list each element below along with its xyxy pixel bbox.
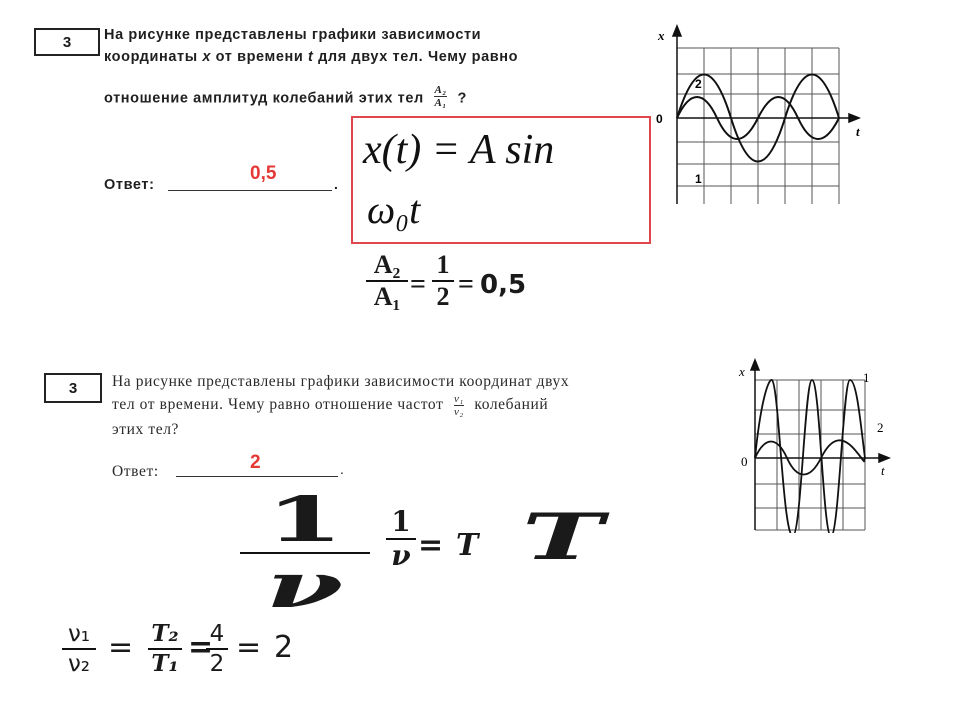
solution1-den-a: A₁	[373, 282, 401, 311]
solution1-frac-a	[366, 250, 408, 312]
task1-line2-c: для двух тел. Чему равно	[318, 49, 519, 65]
solution2-n-frac	[206, 620, 228, 678]
solution2-big-num: 1	[266, 483, 344, 556]
solution2-T-den: T₁	[151, 650, 179, 677]
solution2-small-frac	[386, 506, 416, 572]
task2-answer-value[interactable]: 2	[250, 452, 261, 473]
task2-grid	[755, 380, 865, 530]
solution1-num-a: A₂	[373, 250, 401, 279]
solution2-big-den: ν	[266, 549, 344, 622]
task2-line2-a: тел от времени. Чему равно отношение частот	[112, 396, 444, 414]
task2-number: 3	[68, 379, 78, 397]
formula-line1: x(t) = A sin	[363, 127, 555, 173]
solution1-eq2: =	[458, 269, 474, 300]
solution1-den-b: 2	[436, 282, 450, 311]
solution2-n-den: 2	[209, 651, 225, 677]
task1-question-mark: ?	[457, 90, 467, 107]
task2-axis-t-label: t	[881, 463, 885, 478]
solution2-nu-num: ν₁	[67, 621, 91, 647]
task2-text	[112, 370, 682, 441]
task2-frac-den: ν₂	[453, 406, 464, 418]
task1-line3	[104, 86, 467, 111]
solution2-T-frac	[148, 620, 182, 678]
task1-var-t: t	[308, 49, 314, 65]
task1-var-x: x	[202, 49, 212, 65]
task1-text	[104, 24, 644, 68]
task1-answer-line	[168, 190, 332, 191]
task1-answer-value[interactable]: 0,5	[250, 163, 277, 184]
task2-line2-b: колебаний	[474, 396, 549, 414]
solution2-T-big: T	[522, 500, 603, 575]
solution2-T-num: T₂	[151, 620, 179, 647]
task2-frac-num: ν₁	[453, 393, 464, 405]
task1-axis-t-label: t	[856, 124, 860, 139]
solution1-result: 0,5	[480, 270, 527, 300]
task2-axis-x-label: x	[739, 364, 745, 379]
task2-answer-line	[176, 476, 338, 477]
task1-number-box	[34, 28, 100, 56]
task1-line2-b: от времени	[215, 49, 304, 65]
task1-origin-label: 0	[656, 112, 663, 126]
solution2-eq2: =	[188, 630, 214, 665]
task2-line1: На рисунке представлены графики зависимости координат двух	[112, 373, 570, 390]
formula-line2: ω₀t	[367, 187, 421, 232]
task1-answer-dot: .	[334, 176, 338, 192]
solution2-big-frac	[240, 483, 370, 622]
task1-curve1-label: 1	[695, 172, 702, 186]
task2-origin-label: 0	[741, 454, 748, 469]
task1-answer-label: Ответ:	[104, 177, 155, 193]
solution2-small-num: 1	[391, 505, 411, 538]
task1-line2-a: координаты	[104, 49, 198, 65]
task2-answer-label: Ответ:	[112, 463, 159, 480]
task1-frac-den: A₁	[434, 97, 447, 109]
task1-fraction	[434, 84, 446, 109]
task1-number: 3	[62, 33, 72, 51]
task2-number-box	[44, 373, 102, 403]
task2-line3: этих тел?	[112, 421, 180, 438]
task1-frac-num: A₂	[434, 84, 447, 96]
task1-line2	[104, 46, 644, 68]
task1-line3-text: отношение амплитуд колебаний этих тел	[104, 90, 424, 107]
task1-line1: На рисунке представлены графики зависимости	[104, 27, 482, 43]
solution2-nu-frac	[62, 620, 96, 678]
solution2-result: 2	[274, 630, 294, 665]
task2-curve2-label: 2	[877, 420, 884, 435]
solution2-eq3: =	[236, 630, 262, 665]
solution1-frac-b	[432, 250, 454, 312]
solution1-num-b: 1	[436, 250, 450, 279]
solution2-eq: =	[418, 528, 444, 563]
solution1-eq1: =	[410, 269, 426, 300]
task2-graph	[735, 358, 905, 533]
task1-curve2-label: 2	[695, 77, 702, 91]
task2-answer-dot: .	[340, 461, 344, 477]
formula-box	[351, 116, 651, 244]
solution2-small-den: ν	[391, 539, 411, 572]
task1-axis-x-label: x	[658, 28, 665, 43]
task1-graph	[650, 20, 870, 210]
task2-line2	[112, 393, 682, 418]
task2-curve1-label: 1	[863, 370, 870, 385]
solution2-nu-den: ν₂	[67, 651, 91, 677]
solution2-T-small: T	[456, 528, 479, 563]
task2-curve-1	[755, 380, 865, 533]
solution2-n-num: 4	[209, 621, 225, 647]
task2-fraction	[454, 393, 464, 418]
solution2-eq1: =	[108, 630, 134, 665]
